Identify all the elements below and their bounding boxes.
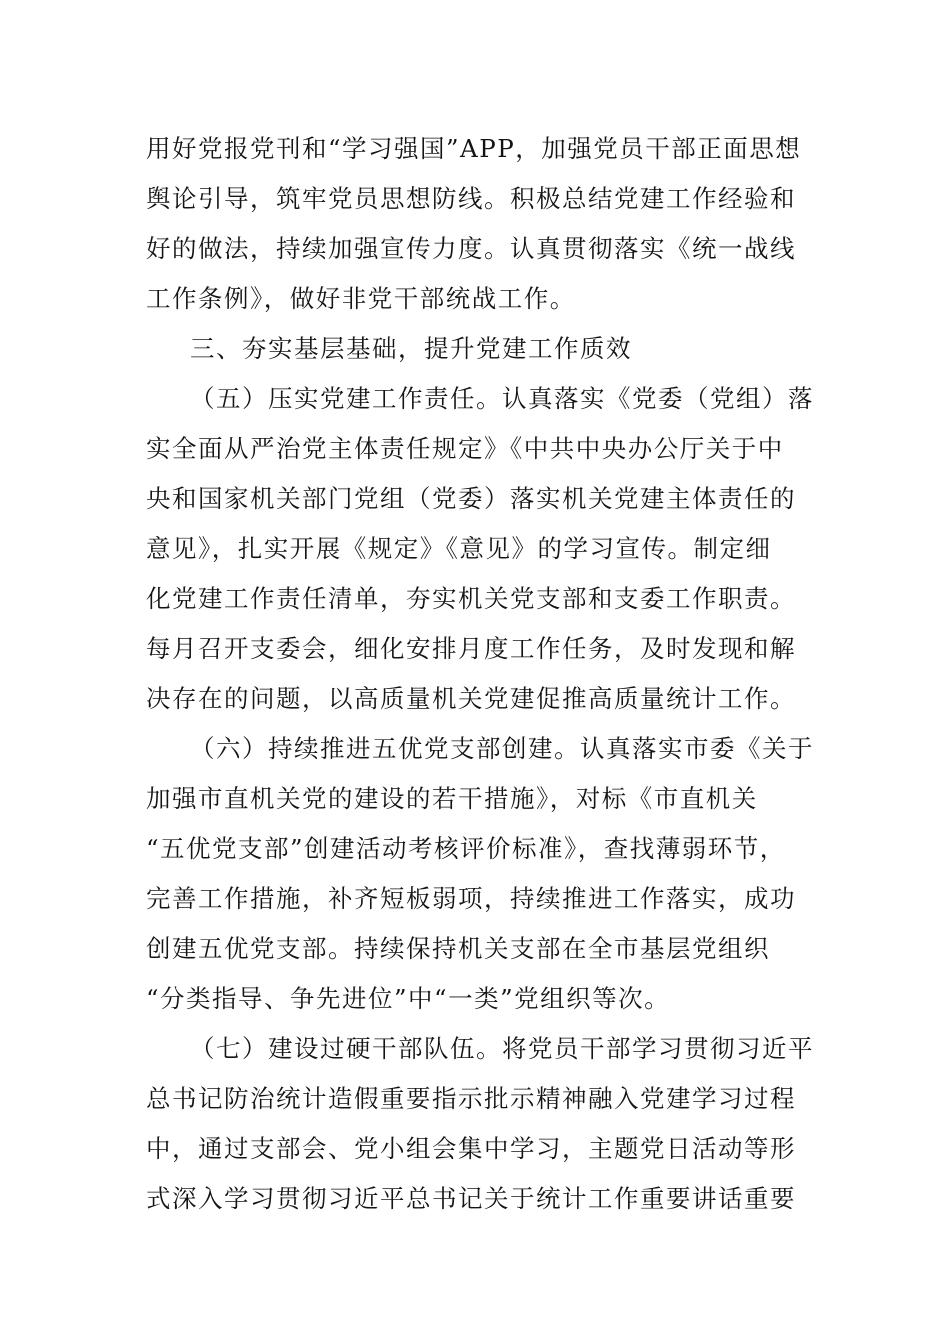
- text-line: 舆论引导，筑牢党员思想防线。积极总结党建工作经验和: [146, 184, 796, 213]
- text-line: 加强市直机关党的建设的若干措施》，对标《市直机关: [146, 784, 758, 813]
- text-line: 创建五优党支部。持续保持机关支部在全市基层党组织: [146, 934, 770, 963]
- text-line: 好的做法，持续加强宣传力度。认真贯彻落实《统一战线: [146, 234, 796, 263]
- section-heading: 三、夯实基层基础，提升党建工作质效: [190, 334, 632, 363]
- text-line: “分类指导、争先进位”中“一类”党组织等次。: [146, 984, 671, 1013]
- text-line: 工作条例》，做好非党干部统战工作。: [146, 284, 576, 313]
- text-line: 决存在的问题，以高质量机关党建促推高质量统计工作。: [146, 684, 796, 713]
- paragraph-start-line: （七）建设过硬干部队伍。将党员干部学习贯彻习近平: [190, 1034, 814, 1063]
- text-line: 央和国家机关部门党组（党委）落实机关党建主体责任的: [146, 484, 796, 513]
- text-line: 化党建工作责任清单，夯实机关党支部和支委工作职责。: [146, 584, 796, 613]
- text-line: 式深入学习贯彻习近平总书记关于统计工作重要讲话重要: [146, 1184, 796, 1213]
- text-line: 意见》，扎实开展《规定》《意见》的学习宣传。制定细: [146, 534, 772, 563]
- text-line: 总书记防治统计造假重要指示批示精神融入党建学习过程: [146, 1084, 796, 1113]
- text-line: 中，通过支部会、党小组会集中学习，主题党日活动等形: [146, 1134, 796, 1163]
- text-line: “五优党支部”创建活动考核评价标准》，查找薄弱环节，: [146, 834, 786, 863]
- text-line: 完善工作措施，补齐短板弱项，持续推进工作落实，成功: [146, 884, 796, 913]
- text-line: 每月召开支委会，细化安排月度工作任务，及时发现和解: [146, 634, 796, 663]
- text-line: 用好党报党刊和“学习强国”APP，加强党员干部正面思想: [146, 134, 802, 163]
- text-line: 实全面从严治党主体责任规定》《中共中央办公厅关于中: [146, 434, 784, 463]
- paragraph-start-line: （五）压实党建工作责任。认真落实《党委（党组）落: [190, 384, 814, 413]
- paragraph-start-line: （六）持续推进五优党支部创建。认真落实市委《关于: [190, 734, 814, 763]
